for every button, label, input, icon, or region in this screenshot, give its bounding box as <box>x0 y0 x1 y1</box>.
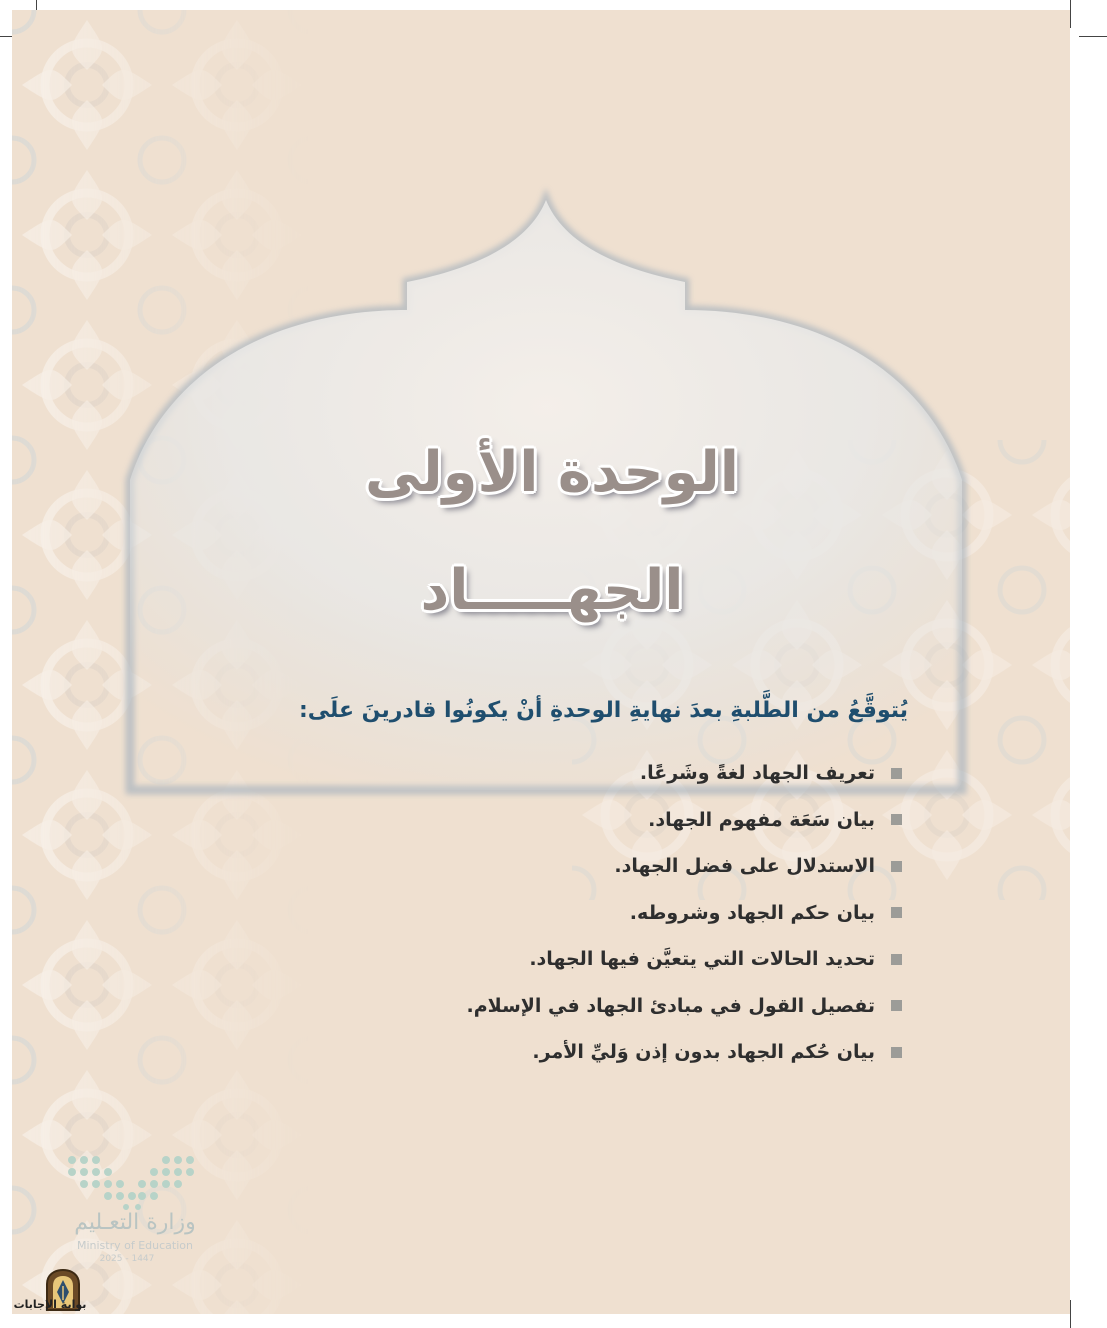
square-bullet-icon <box>891 861 902 872</box>
objective-text: بيان حُكم الجهاد بدون إذن وَليِّ الأمر. <box>532 1041 875 1064</box>
square-bullet-icon <box>891 1000 902 1011</box>
ministry-year: 2025 - 1447 <box>99 1254 155 1264</box>
objective-text: بيان سَعَة مفهوم الجهاد. <box>648 808 875 831</box>
learning-objectives-list <box>282 750 902 1076</box>
crop-mark-top-right-h <box>1079 36 1107 37</box>
crop-mark-top-right-v <box>1070 0 1071 28</box>
unit-subject-title: الجهـــــاد <box>420 558 684 623</box>
ministry-name-arabic: وزارة التعـليم <box>74 1210 196 1235</box>
ministry-name-english: Ministry of Education <box>76 1239 193 1252</box>
objective-text: بيان حكم الجهاد وشروطه. <box>629 901 875 924</box>
list-item <box>282 890 902 937</box>
answers-portal-label[interactable]: بوابة الإجابات <box>13 1298 87 1311</box>
ministry-logo-dots-icon <box>62 1152 202 1212</box>
list-item <box>282 983 902 1030</box>
list-item <box>282 1029 902 1076</box>
objective-text: تعريف الجهاد لغةً وشَرعًا. <box>639 762 875 785</box>
square-bullet-icon <box>891 907 902 918</box>
list-item <box>282 750 902 797</box>
learning-objectives-intro: يُتوقَّعُ من الطَّلبةِ بعدَ نهايةِ الوحدةِ أنْ يكونُوا قادرينَ علَى: <box>298 698 908 723</box>
objective-text: تحديد الحالات التي يتعيَّن فيها الجهاد. <box>529 948 875 971</box>
objective-text: الاستدلال على فضل الجهاد. <box>614 855 875 878</box>
square-bullet-icon <box>891 814 902 825</box>
list-item <box>282 843 902 890</box>
dome-frame <box>12 10 1070 1314</box>
square-bullet-icon <box>891 954 902 965</box>
objective-text: تفصيل القول في مبادئ الجهاد في الإسلام. <box>466 994 875 1017</box>
crop-mark-bottom-right-v <box>1070 1300 1071 1328</box>
square-bullet-icon <box>891 1047 902 1058</box>
book-page <box>12 10 1070 1314</box>
list-item <box>282 797 902 844</box>
list-item <box>282 936 902 983</box>
square-bullet-icon <box>891 768 902 779</box>
unit-number-title: الوحدة الأولى <box>365 440 739 505</box>
